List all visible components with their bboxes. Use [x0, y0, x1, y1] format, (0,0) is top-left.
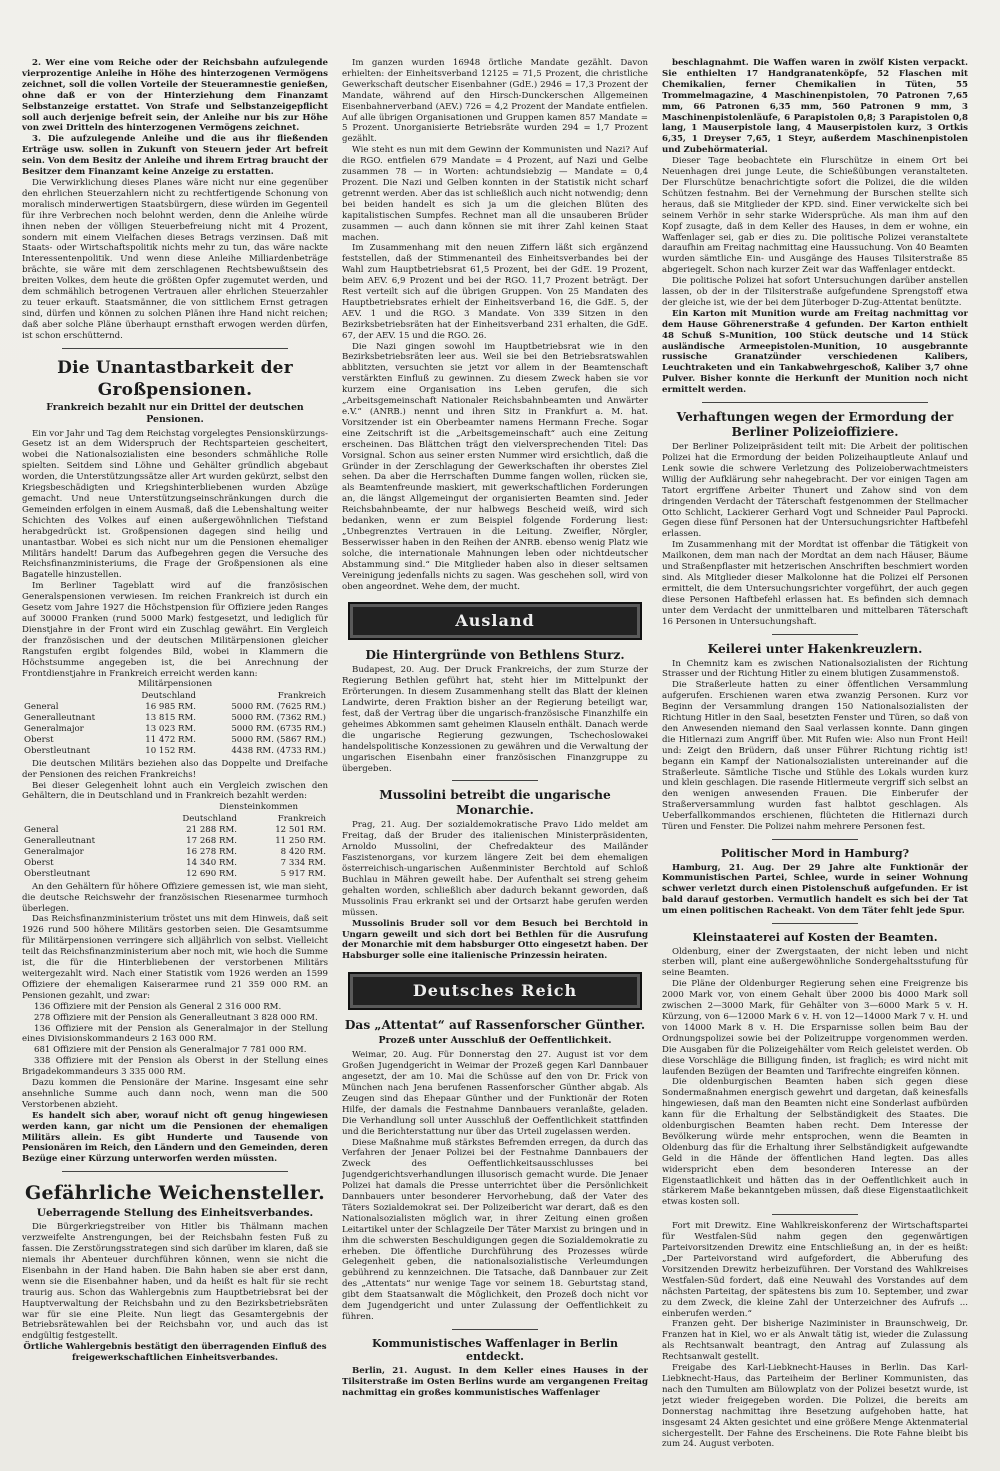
- paragraph: Bei dieser Gelegenheit lohnt auch ein Vergleich zwischen den Gehältern, die in Deutschland und in Frankreich bezahlt werden:: [22, 780, 328, 802]
- paragraph: Wie steht es nun mit dem Gewinn der Kommunisten und Nazi? Auf die RGO. entfielen 679 Mandate = 4 Prozent, auf Nazi und Gelbe zusammen 78 — in Worten: achtundsiebzig — Mandate = 0,4 Prozent. Die Nazi und Gelben konnten in der Statistik nicht scharf getrennt werden. Aber das ist schließlich auch nicht notwendig; denn bei beiden handelt es sich ja um die gleichen Blüten des kapitalistischen Sumpfes. Rechnet man all die unsauberen Brüder zusammen — auch dann können sie mit ihrer Zahl keinen Staat machen.: [342, 145, 648, 243]
- paragraph: Berlin, 21. August. In dem Keller eines Hauses in der Tilsiterstraße im Osten Berlins wurde am vergangenen Freitag nachmittag ein großes kommunistisches Waffenlager: [342, 1365, 648, 1398]
- table-caption: Militärpensionen: [137, 679, 213, 690]
- table-row: [22, 713, 328, 724]
- article-anleihe-continued: [22, 58, 328, 342]
- paragraph: Ein Karton mit Munition wurde am Freitag nachmittag vor dem Hause Göhrenerstraße 4 gefunden. Der Karton enthielt 48 Schuß S-Munition, 100 Stück deutsche und 14 Stück ausländische Armeepistolen-Munition, 10 ausgebrannte russische Granatzünder verschiedenen Kalibers, Leuchtraketen und ein Tankabwehrgeschoß, Kaliber 3,7 ohne Pulver. Bisher konnte die Herkunft der Munition noch nicht ermittelt werden.: [662, 308, 968, 396]
- paragraph: Die oldenburgischen Beamten haben sich gegen diese Sondermaßnahmen energisch gewehrt und dargetan, daß keinesfalls hingewiesen, daß man den Beamten nicht eine Sonderlast aufbürden kann für die Erhaltung der Selbständigkeit des Staates. Die oldenburgischen Beamten haben recht. Dem Interesse der Bevölkerung würde mehr entsprochen, wenn die Beamten in Oldenburg das für die Erhaltung ihrer Selbständigkeit aufgewandte Geld in die Hände der öffentlichen Hand legten. Das alles widerspricht eben dem besonderen Interesse an der Eigenstaatlichkeit und hätten das in der Oeffentlichkeit auch in stärkerem Maße bekanntgeben müssen, daß diese Eigenstaatlichkeit etwas kosten soll.: [662, 1077, 968, 1208]
- table-header-row: [22, 814, 328, 825]
- paragraph: Weimar, 20. Aug. Für Donnerstag den 27. August ist vor dem Großen Jugendgericht in Weimar der Prozeß gegen Karl Dannbauer angesetzt, der am 10. Mai die Schüsse auf den von Dr. Frick von München nach Jena berufenen Rassenforscher Günther abgab. Als Zeugen sind das Ehepaar Günther und der Funktionär der Roten Hilfe, der damals die Festnahme Dannbauers veranlaßte, geladen. Die Verhandlung soll unter Ausschluß der Oeffentlichkeit stattfinden und die Berichterstattung nur über das Urteil zugelassen werden.: [342, 1050, 648, 1137]
- table-header-cell: Deutschland: [182, 814, 237, 825]
- paragraph: Örtliche Wahlergebnis bestätigt den überragenden Einfluß des freigewerkschaftlichen Einheitsverbandes.: [23, 1342, 327, 1364]
- table-header-cell: Frankreich: [277, 814, 326, 825]
- section-banner-ausland: Ausland: [348, 602, 642, 640]
- paragraph: Die deutschen Militärs beziehen also das Doppelte und Dreifache der Pensionen des reichen Frankreichs!: [22, 758, 328, 780]
- table-row: [22, 724, 328, 735]
- paragraph: Die Nazi gingen sowohl im Hauptbetriebsrat wie in den Bezirksbetriebsräten leer aus. Weil sie bei den Betriebsratswahlen abblitzten, versuchten sie jetzt vor allem in der Beamtenschaft verstärkten Einfluß zu gewinnen. Zu diesem Zweck haben sie vor kurzem eine Organisation ins Leben gerufen, die sich „Arbeitsgemeinschaft Nationaler Reichsbahnbeamten und Anwärter e.V.“ (ANRB.) nennt und ihren Sitz in Frankfurt a. M. hat. Vorsitzender ist ein Oberbeamter namens Hermann Freche. Sogar eine Zeitschrift ist die „Arbeitsgemeinschaft“ auch eine Zeitung erscheinen. Das Blättchen trägt den vielversprechenden Titel: Das Vorsignal. Schon aus seiner ersten Nummer wird ersichtlich, daß die Gründer in der Zerschlagung der Gewerkschaften ihr oberstes Ziel sehen. Da aber die Herrschaften Dumme fangen wollen, rücken sie, als Beamtenfreunde maskiert, mit gewerkschaftlichen Forderungen an, die längst Allgemeingut der organisierten Beamten sind. Jeder Reichsbahnbeamte, der nur halbwegs Bescheid weiß, wird sich bedanken, wenn er zum Beispiel folgende Forderung liest: „Unbegrenztes Vertrauen in die Leitung. Zweifler, Nörgler, Besserwisser haben in den Reihen der ANRB. ebenso wenig Platz wie solche, die internationale Mahnungen leben oder nichtdeutscher Abstammung sind.“ Die Mitglieder haben also in dieser seltsamen Vereinigung jedenfalls nichts zu sagen. Was geschehen soll, wird von oben angeordnet. Wehe dem, der mucht.: [342, 341, 648, 592]
- table-cell: 12 690 RM.: [186, 868, 237, 879]
- headline: Kommunistisches Waffenlager in Berlin entdeckt.: [371, 1336, 619, 1364]
- table-cell: 13 023 RM.: [145, 724, 197, 735]
- paragraph: Die Verwirklichung dieses Planes wäre nicht nur eine gegenüber den ehrlichen Steuerzahlern nicht zu rechtfertigende Schonung von moralisch minderwertigen Staatsbürgern, diese würden im Gegenteil für ihre Verbrechen noch belohnt werden, denn die Anleihe würde ihnen neben der völligen Steuerbefreiung nicht mit 4 Prozent, sondern mit einem Vielfachen dieses Betrags verzinsen. Daß mit Staats- oder Wirtschaftspolitik nichts mehr zu tun, das wäre nackte Interessentenpolitik. Und wenn diese Anleihe Milliardenbeträge brächte, sie wäre mit dem zerschlagenen Rechtsbewußtsein des breiten Volkes, dem heute die größten Opfer zugemutet werden, und dem schmählich betrogenen Vertrauen aller ehrlichen Steuerzahler zu teuer erkauft. Staatsmänner, die von sittlichem Ernst getragen sind, dürfen und können zu solchen Plänen ihre Hand nicht reichen; daß aber solche Pläne überhaupt ernsthaft erwogen werden dürfen, ist schon erschütternd.: [22, 177, 328, 341]
- paragraph: Die Bürgerkriegstreiber von Hitler bis Thälmann machen verzweifelte Anstrengungen, bei der Reichsbahn festen Fuß zu fassen. Die Zerstörungsstrategen sind sich darüber im klaren, daß sie niemals ihr Abenteuer durchführen können, wenn sie nicht die Eisenbahn in der Hand haben. Die Bahn haben sie aber erst dann, wenn sie die Eisenbahner haben, und da heißt es halt für sie recht traurig aus. Schon das Wahlergebnis zum Hauptbetriebsrat bei der Hauptverwaltung der Reichsbahn und zu den Bezirksbetriebsräten war für sie eine Pleite. Nun liegt das Gesamtergebnis der Betriebsrätewahlen bei der Reichsbahn vor, und auch das ist endgültig festgestellt.: [22, 1222, 328, 1342]
- table-cell: Oberstleutnant: [24, 745, 91, 756]
- article-keilerei: [662, 642, 968, 834]
- table-cell: 5000 RM. (5867 RM.): [231, 734, 326, 745]
- separator-rule: [772, 923, 858, 924]
- subheadline: Frankreich bezahlt nur ein Drittel der deutschen Pensionen.: [46, 401, 304, 425]
- paragraph: 3. Die aufzulegende Anleihe und die aus ihr fließenden Erträge usw. sollen in Zukunft von Steuern jeder Art befreit sein. Von dem Besitz der Anleihe und ihrem Ertrag braucht der Besitzer dem Finanzamt keine Anzeige zu erstatten.: [22, 134, 328, 178]
- paragraph: Der Berliner Polizeipräsident teilt mit: Die Arbeit der politischen Polizei hat die Ermordung der beiden Polizeihauptleute Anlauf und Lenk sowie die schwere Verletzung des Polizeioberwachtmeisters Willig der Aufklärung sehr nahegebracht. Der vor einigen Tagen am Tatort ergriffene Arbeiter Thunert und Zahow sind von dem dringenden Verdacht der Täterschaft festgenommen der Stellmacher Otto Schlicht, Lackierer Gerhard Vogt und Schneider Paul Paprocki. Gegen diese fünf Personen hat der Untersuchungsrichter Haftbefehl erlassen.: [662, 442, 968, 540]
- table-header-row: [22, 691, 328, 702]
- table-header-cell: [22, 814, 144, 825]
- separator-rule: [772, 634, 858, 635]
- list-item: 136 Offiziere mit der Pension als General 2 316 000 RM.: [34, 1001, 282, 1012]
- table-cell: 21 288 RM.: [186, 825, 237, 836]
- table-cell: 16 278 RM.: [186, 847, 237, 857]
- article-waffenlager-continued: [662, 58, 968, 396]
- paragraph: Prag, 21. Aug. Der sozialdemokratische Pravo Lido meldet am Freitag, daß der Bruder des italienischen Ministerpräsidenten, Arnoldo Mussolini, der Chefredakteur des Mailänder Faszistenorgans, vor kurzem längere Zeit bei dem ehemaligen österreichisch-ungarischen Außenminister Berchtold auf Schloß Buchlau in Mähren geweilt habe. Der Aufenthalt sei streng geheim gehalten worden, schließlich aber dadurch bekannt geworden, daß Mussolinis Frau erkrankt sei und der Ortsarzt habe gerufen werden müssen.: [342, 820, 648, 918]
- headline: Kleinstaaterei auf Kosten der Beamten.: [692, 931, 938, 945]
- paragraph: Budapest, 20. Aug. Der Druck Frankreichs, der zum Sturze der Regierung Bethlen geführt hat, steht hier im Mittelpunkt der Erörterungen. In diesem Zusammenhang stellt das Blatt der kleinen Landwirte, deren Fraktion bisher an der Regierung beteiligt war, fest, daß der Vertrag über die ungarisch-französische Finanzhilfe ein geheimes Abkommen samt geheimen Klauseln enthält. Danach werde die ungarische Regierung gezwungen, Tschechoslowakei handelspolitische Konzessionen zu gewähren und die Verwaltung der ungarischen Eisenbahn einer französischen Finanzgruppe zu übergeben.: [342, 665, 648, 774]
- article-mussolini: [342, 788, 648, 962]
- article-kleinstaaterei: [662, 931, 968, 1208]
- table-cell: 16 985 RM.: [145, 702, 197, 713]
- article-hamburg: [662, 847, 968, 917]
- table-cell: 14 340 RM.: [186, 857, 237, 868]
- list-item: 338 Offiziere mit der Pension als Oberst in der Stellung eines Brigadekommandeurs 3 335 000 RM.: [22, 1056, 328, 1078]
- paragraph: Im ganzen wurden 16948 örtliche Mandate gezählt. Davon erhielten: der Einheitsverband 12125 = 71,5 Prozent, die christliche Gewerkschaft deutscher Eisenbahner (GdE.) 2946 = 17,3 Prozent der Mandate, während auf den Hirsch-Dunckerschen Allgemeinen Eisenbahnerverband (AEV.) 726 = 4,2 Prozent der Mandate entfielen. Auf alle übrigen Organisationen und Gruppen kamen 857 Mandate = 5 Prozent. Unorganisierte Betriebsräte wurden 294 = 1,7 Prozent gezählt.: [342, 58, 648, 145]
- table-cell: 5 917 RM.: [280, 868, 326, 879]
- table-cell: 5000 RM. (7362 RM.): [231, 713, 326, 724]
- table-row: [22, 746, 328, 757]
- paragraph: Die Straßerleute hatten zu einer öffentlichen Versammlung aufgerufen. Erschienen waren etwa zwanzig Personen. Kurz vor Beginn der Versammlung drangen 150 Nationalsozialisten der Richtung Hitler in den Saal, besetzten Fenster und Türen, so daß von den Anwesenden niemand den Saal verlassen konnte. Dann gingen die Hitlernazi zum Angriff über. Mit Rufen wie: Also nun Front Heil! und: Zeigt den Brüdern, daß unser Führer Richtung richtig ist! begann ein Kampf der Nationalsozialisten untereinander auf die Straßerleute. Sämtliche Tische und Stühle des Lokals wurden kurz und klein geschlagen. Die rasende Hitlermeute vergriff sich selbst an den wenigen anwesenden Frauen. Die Einberufer der Straßerversammlung wurden fast halbtot geschlagen. Als Ueberfallkommandos erschienen, flüchteten die Hitlernazi durch Türen und Fenster. Die Polizei nahm mehrere Personen fest.: [662, 680, 968, 833]
- paragraph: 2. Wer eine vom Reiche oder der Reichsbahn aufzulegende vierprozentige Anleihe in Höhe des hinterzogenen Vermögens zeichnet, soll die vollen Vorteile der Steueramnestie genießen, ohne daß er von der Hinterziehung dem Finanzamt Selbstanzeige erstattet. Von Strafe und Selbstanzeigepflicht soll auch derjenige befreit sein, der Anleihe nur bis zur Höhe von zwei Dritteln des hinterzogenen Vermögens zeichnet.: [22, 58, 328, 134]
- table-cell: Generalleutnant: [24, 836, 96, 847]
- table-cell: 4438 RM. (4733 RM.): [231, 745, 326, 756]
- separator-rule: [772, 1214, 858, 1215]
- paragraph: In Chemnitz kam es zwischen Nationalsozialisten der Richtung Strasser und der Richtung Hitler zu einem blutigen Zusammenstoß.: [662, 658, 968, 680]
- table-cell: 12 501 RM.: [275, 825, 326, 836]
- paragraph: Die politische Polizei hat sofort Untersuchungen darüber anstellen lassen, ob der in der Tilsiterstraße aufgefundene Sprengstoff etwa der gleiche ist, wie der bei dem Jüterboger D-Zug-Attentat benützte.: [662, 276, 968, 308]
- list-item: 681 Offiziere mit der Pension als Generalmajor 7 781 000 RM.: [34, 1045, 307, 1056]
- paragraph: Die Pläne der Oldenburger Regierung sehen eine Freigrenze bis 2000 Mark vor, von einem Gehalt über 2000 bis 4000 Mark soll zwischen 2—3000 Mark, für Gehälter von 3—6000 Mark 5 v. H. Kürzung, von 6—12000 Mark 6 v. H. von 12—14000 Mark 7 v. H. und von 14000 Mark 8 v. H. Die Ersparnisse sollen beim Bau der Ordnungspolizei sowie bei der Polizeitruppe vorgenommen werden. Die Ausgaben für die Polizeigehälter vom Reich geleistet werden. Ob diese Vorschläge die Billigung finden, ist fraglich; es wird nicht mit laufenden Bezügen der Beamten und Tarifrechte eingreifen können.: [662, 979, 968, 1077]
- table-caption: Diensteinkommen: [219, 802, 298, 813]
- article-betriebsraete-continued: [342, 58, 648, 592]
- column-1: [22, 58, 328, 1453]
- table-row: [22, 836, 328, 847]
- table-header-cell: Frankreich: [277, 691, 326, 702]
- headline: Die Unantastbarkeit der Großpensionen.: [57, 357, 293, 400]
- table-cell: Oberst: [24, 734, 54, 745]
- paragraph: Im Zusammenhang mit den neuen Ziffern läßt sich ergänzend feststellen, daß der Stimmenanteil des Einheitsverbandes bei der Wahl zum Hauptbetriebsrat 61,5 Prozent, bei der GdE. 19 Prozent, beim AEV. 6,9 Prozent und bei der RGO. 11,7 Prozent beträgt. Der Rest verteilt sich auf die übrigen Gruppen. Von 25 Mandaten des Hauptbetriebsrates erhielt der Einheitsverband 16, die GdE. 5, der AEV. 1 und die RGO. 3 Mandate. Von 339 Sitzen in den Bezirksbetriebsräten hat der Einheitsverband 231 erhalten, die GdE. 67, der AEV. 15 und die RGO. 26.: [342, 243, 648, 341]
- news-item: Franzen geht. Der bisherige Naziminister in Braunschweig, Dr. Franzen hat in Kiel, wo er als Anwalt tätig ist, wieder die Zulassung als Rechtsanwalt beantragt, den Antrag auf Zulassung als Rechtsanwalt gestellt.: [662, 1319, 968, 1363]
- paragraph: Oldenburg, einer der Zwergstaaten, der nicht leben und nicht sterben will, plant eine außergewöhnliche Sondergehaltsstufung für seine Beamten.: [662, 946, 968, 979]
- article-waffenlager: [342, 1337, 648, 1399]
- headline: Keilerei unter Hakenkreuzlern.: [707, 641, 923, 656]
- paragraph: Ein vor Jahr und Tag dem Reichstag vorgelegtes Pensionskürzungs-Gesetz ist an dem Widerspruch der Rechtsparteien gescheitert, wobei die Nationalsozialisten eine besonders schmähliche Rolle spielten. Seitdem sind Löhne und Gehälter gründlich abgebaut worden, die Unterstützungssätze aller Art wurden gekürzt, selbst den Kriegsbeschädigten und Kriegshinterbliebenen wurden Abzüge gemacht. Und neue Unterstützungseinschränkungen durch die Gemeinden erfolgen in einem Ausmaß, daß die Lebenshaltung weiter Schichten des Volkes auf einen außergewöhnlichen Tiefstand herabgedrückt ist. Großpensionen dagegen sind heilig und unantastbar. Wobei es sich nicht nur um die Pensionen ehemaliger Militärs handelt! Darum das Aufbegehren gegen die Versuche des Reichsfinanzministeriums, die Frage der Großpensionen als eine Bagatelle hinzustellen.: [22, 428, 328, 581]
- headline: Verhaftungen wegen der Ermordung der Berliner Polizeioffiziere.: [676, 410, 954, 440]
- table-cell: Oberstleutnant: [24, 868, 91, 879]
- paragraph: Es handelt sich aber, worauf nicht oft genug hingewiesen werden kann, gar nicht um die Pensionen der ehemaligen Militärs allein. Es gibt Hunderte und Tausende von Pensionären im Reich, den Ländern und den Gemeinden, deren Bezüge einer Kürzung unterworfen werden müssten.: [22, 1110, 328, 1165]
- headline: Mussolini betreibt die ungarische Monarchie.: [379, 788, 611, 818]
- paragraph: Im Berliner Tageblatt wird auf die französischen Generalspensionen verwiesen. Im reichen Frankreich ist durch ein Gesetz vom Jahre 1927 die Höchstpension für Offiziere jeden Ranges auf 30000 Franken (rund 5000 Mark) festgesetzt, und lediglich für Dienstjahre in der Front wird ein Zuschlag gewährt. Ein Vergleich der französischen und der deutschen Militärpensionen gleicher Rangstufen ergibt folgendes Bild, wobei in Klammern die Höchstsumme angegeben ist, die bei Anrechnung der Frontdienstjahre in Frankreich erreicht werden kann:: [22, 581, 328, 679]
- paragraph: Im Zusammenhang mit der Mordtat ist offenbar die Tätigkeit von Mailkonen, dem man nach der Mordtat an dem nach Häuser, Bäume und Straßenpflaster mit hetzerischen Anschriften beschmiert worden sind. Als Mitglieder dieser Malkolonne hat die Polizei elf Personen ermittelt, die dem Untersuchungsrichter vorgeführt, der auch gegen diese Personen Haftbefehl erlassen hat. Es befinden sich demnach unter dem Verdacht der unmittelbaren und mittelbaren Täterschaft 16 Personen in Untersuchungshaft.: [662, 540, 968, 627]
- table-cell: 10 152 RM.: [145, 745, 197, 756]
- paragraph: Hamburg, 21. Aug. Der 29 Jahre alte Funktionär der Kommunistischen Partei, Schlee, wurde in seiner Wohnung schwer verletzt durch einen Pistolenschuß aufgefunden. Er ist bald darauf gestorben. Vermutlich handelt es sich bei der Tat um einen politischen Racheakt. Von dem Täter fehlt jede Spur.: [662, 862, 968, 917]
- separator-rule: [452, 1329, 538, 1330]
- table-cell: 11 472 RM.: [145, 734, 197, 745]
- table-cell: Oberst: [24, 857, 54, 868]
- pension-list: [22, 1002, 328, 1078]
- table-row: [22, 735, 328, 746]
- table-header-cell: [22, 691, 121, 702]
- column-2: [342, 58, 648, 1453]
- separator-rule: [62, 1171, 288, 1172]
- headline: Politischer Mord in Hamburg?: [720, 847, 910, 860]
- headline: Das „Attentat“ auf Rassenforscher Günther.: [344, 1018, 646, 1033]
- article-weichensteller: [22, 1180, 328, 1364]
- military-pension-table: [22, 691, 328, 756]
- list-item: 136 Offiziere mit der Pension als Generalmajor in der Stellung eines Divisionskommandeurs 2 163 000 RM.: [22, 1023, 328, 1045]
- paragraph: Dieser Tage beobachtete ein Flurschütze in einem Ort bei Neuenhagen drei junge Leute, die Schießübungen veranstalteten. Der Flurschütze benachrichtigte sofort die Polizei, die die wilden Schützen festnahm. Bei der Vernehmung der Burschen stellte sich heraus, daß sie Mitglieder der KPD. sind. Einer verwickelte sich bei seinem Verhör in sehr starke Widersprüche. Als man ihm auf den Kopf zusagte, daß in dem Keller des Hauses, in dem er wohne, ein Waffenlager sei, gab er dies zu. Die politische Polizei veranstaltete daraufhin am Freitag nachmittag eine Haussuchung. Von 40 Beamten wurden sämtliche Ein- und Ausgänge des Hauses Tilsiterstraße 85 abgeriegelt. Schon nach kurzer Zeit war das Waffenlager entdeckt.: [662, 156, 968, 276]
- table-row: [22, 825, 328, 836]
- separator-rule: [452, 780, 538, 781]
- table-cell: General: [24, 825, 59, 836]
- article-verhaftungen: [662, 410, 968, 627]
- table-cell: 17 268 RM.: [186, 836, 237, 847]
- subheadline: Ueberragende Stellung des Einheitsverbandes.: [36, 1207, 314, 1220]
- paragraph: Mussolinis Bruder soll vor dem Besuch bei Berchtold in Ungarn geweilt und sich dort bei Bethlen für die Ausrufung der Monarchie mit dem habsburger Otto eingesetzt haben. Der Habsburger solle eine italienische Prinzessin heiraten.: [342, 918, 648, 962]
- news-item: Fort mit Drewitz. Eine Wahlkreiskonferenz der Wirtschaftspartei für Westfalen-Süd nahm gegen den gegenwärtigen Parteivorsitzenden Drewitz eine Entschließung an, in der es heißt: „Der Parteivorstand wird aufgefordert, die Abberufung des Vorsitzenden Drewitz herbeizuführen. Der Vorstand des Wahlkreises Westfalen-Süd fordert, daß eine Neuwahl des Vorstandes auf dem nächsten Parteitag, der spätestens bis zum 10. September, und zwar zu dem Zweck, die kleine Zahl der Unterzeichner des Aufrufs ... einberufen werden.“: [662, 1221, 968, 1319]
- article-bethlen: [342, 648, 648, 774]
- separator-rule: [702, 402, 928, 403]
- paragraph: An den Gehältern für höhere Offiziere gemessen ist, wie man sieht, die deutsche Reichswehr der französischen Riesenarmee turmhoch überlegen.: [22, 881, 328, 914]
- article-guenther: [342, 1018, 648, 1323]
- table-cell: Generalmajor: [24, 847, 84, 857]
- short-notes: [662, 1221, 968, 1450]
- table-cell: 13 815 RM.: [145, 713, 197, 724]
- column-3: [662, 58, 968, 1453]
- table-row: [22, 869, 328, 880]
- service-income-table: [22, 814, 328, 879]
- table-row: [22, 702, 328, 713]
- table-row: [22, 847, 328, 858]
- table-header-cell: Deutschland: [141, 691, 197, 702]
- table-row: [22, 858, 328, 869]
- subheadline: Prozeß unter Ausschluß der Oeffentlichkeit.: [378, 1035, 612, 1047]
- column-grid: [22, 58, 978, 1453]
- table-cell: 11 250 RM.: [275, 836, 326, 847]
- separator-rule: [772, 839, 858, 840]
- paragraph: Dazu kommen die Pensionäre der Marine. Insgesamt eine sehr ansehnliche Summe auch dann noch, wenn man die 500 Verstorbenen abzieht.: [22, 1078, 328, 1110]
- table-cell: 5000 RM. (6735 RM.): [231, 724, 326, 735]
- section-banner-deutsches-reich: Deutsches Reich: [348, 972, 642, 1010]
- news-item: Freigabe des Karl-Liebknecht-Hauses in Berlin. Das Karl-Liebknecht-Haus, das Parteiheim der Berliner Kommunisten, das nach den Tumulten am Bülowplatz von der Polizei besetzt wurde, ist jetzt wieder freigegeben worden. Die Polizei, die bereits am Donnerstag nachmittag ihre Besetzung aufgehoben hatte, hat insgesamt 24 Akten gesichtet und eine größere Menge Aktenmaterial sichergestellt. Der Fahne des Erscheinens. Die Rote Fahne bleibt bis zum 24. August verboten.: [662, 1363, 968, 1450]
- table-cell: Generalleutnant: [24, 713, 96, 724]
- table-cell: General: [24, 702, 59, 713]
- table-cell: 7 334 RM.: [280, 857, 326, 868]
- separator-rule: [62, 348, 288, 349]
- paragraph: Diese Maßnahme muß stärkstes Befremden erregen, da durch das Verfahren der Jenaer Polizei bei der Festnahme Dannbauers der Zweck des Oeffentlichkeitsausschlusses bei Jugendgerichtsverhandlungen illusorisch gemacht wurde. Die Jenaer Polizei hat damals die Presse unterrichtet über die Persönlichkeit Dannbauers unter besonderer Hervorhebung, daß der Vater des Täters Sozialdemokrat sei. Der Polizeibericht war derart, daß es den Nationalsozialisten möglich war, in ihrer Zeitung einen großen Leitartikel unter der Schlagzeile Der Täter Marxist zu bringen und in ihm die schwersten Beschuldigungen gegen die Sozialdemokratie zu erheben. Die öffentliche Durchführung des Prozesses würde Gelegenheit geben, die nationalsozialistische Verleumdungen gebührend zu kennzeichnen. Die Tatsache, daß Dannbauer zur Zeit des „Attentats“ nur wenige Tage vor seinem 18. Geburtstag stand, gibt dem Staatsanwalt die Möglichkeit, den Prozeß doch nicht vor dem Jugendgericht und unter Zulassung der Oeffentlichkeit zu führen.: [342, 1137, 648, 1322]
- table-cell: Generalmajor: [24, 724, 84, 735]
- headline: Die Hintergründe von Bethlens Sturz.: [365, 648, 625, 663]
- article-grosspensionen: [22, 357, 328, 1166]
- table-cell: 5000 RM. (7625 RM.): [231, 702, 326, 713]
- table-cell: 8 420 RM.: [280, 847, 326, 857]
- paragraph: Das Reichsfinanzministerium tröstet uns mit dem Hinweis, daß seit 1926 rund 500 höhere Militärs gestorben seien. Die Gesamtsumme für Militärpensionen verringere sich alljährlich von selbst. Vielleicht teilt das Reichsfinanzministerium aber noch mit, wie hoch die Summe ist, die für die Hinterbliebenen der verstorbenen Militärs weitergezahlt wird. Nach einer Statistik vom 1926 werden an 1599 Offiziere der ehemaligen Kaiserarmee rund 21 359 000 RM. an Pensionen gezahlt, und zwar:: [22, 914, 328, 1001]
- headline: Gefährliche Weichensteller.: [25, 1182, 325, 1205]
- list-item: 278 Offiziere mit der Pension als Generalleutnant 3 828 000 RM.: [34, 1012, 318, 1023]
- paragraph: beschlagnahmt. Die Waffen waren in zwölf Kisten verpackt. Sie enthielten 17 Handgranatenköpfe, 52 Flaschen mit Chemikalien, ferner Chemikalien in Tüten, 55 Trommelmagazine, 4 Maschinenpistolen, 70 Patronen 7,65 mm, 66 Patronen 6,35 mm, 560 Patronen 9 mm, 3 Maschinenpistolenläufe, 6 Parapistolen 0,8; 3 Parapistolen 0,8 lang, 1 Mauserpistole lang, 4 Mauserpistolen kurz, 3 Ortkis 6,35, 1 Dreyser 7,65, 1 Steyr, außerdem Maschinenpistolen und Zubehörmaterial.: [662, 58, 968, 156]
